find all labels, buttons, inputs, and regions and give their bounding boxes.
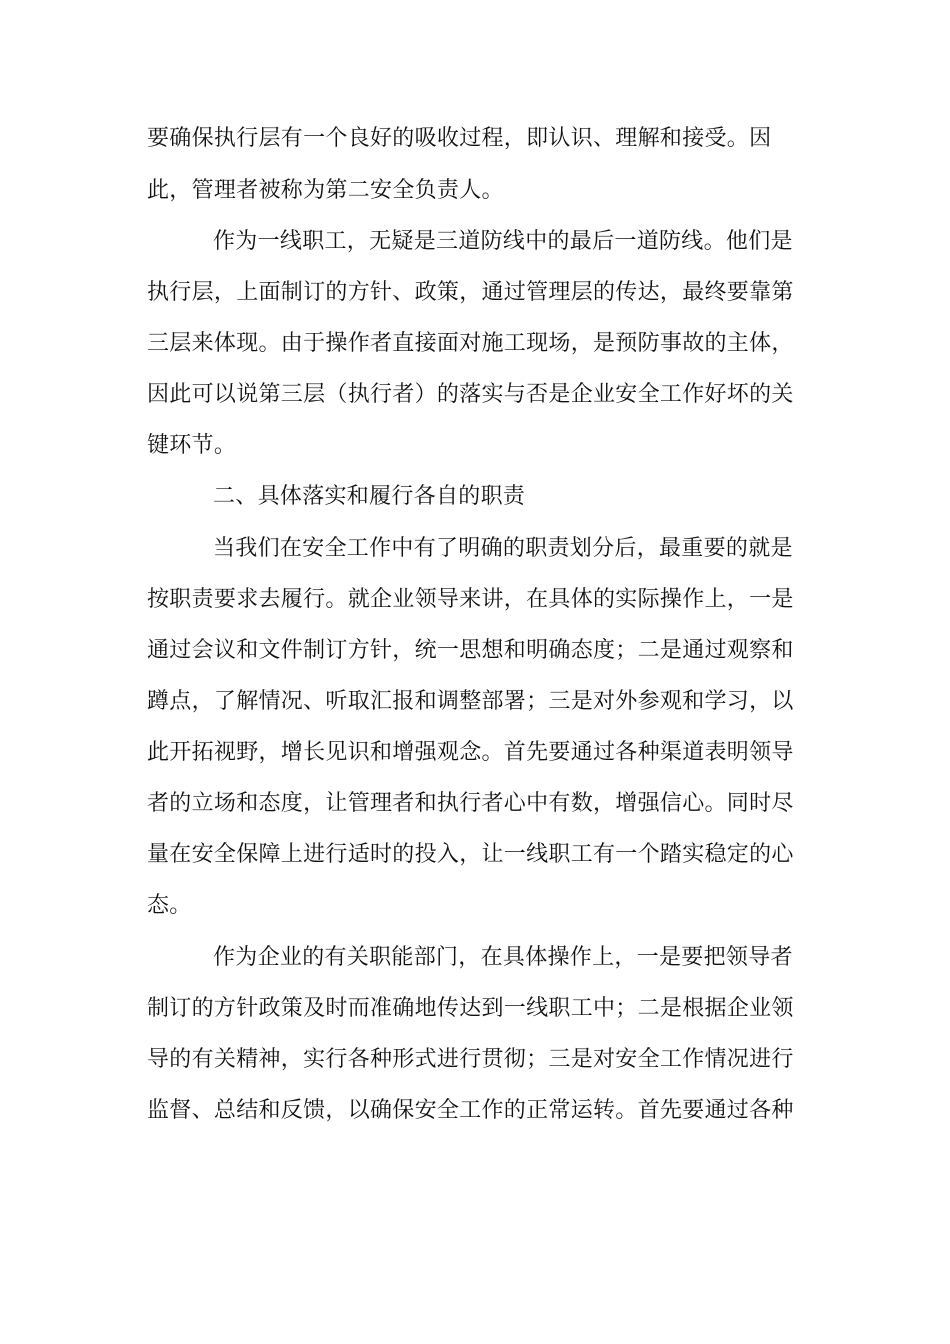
paragraph-line: 要确保执行层有一个良好的吸收过程，即认识、理解和接受。因 xyxy=(147,126,772,151)
paragraph-line: 此，管理者被称为第二安全负责人。 xyxy=(147,178,504,203)
paragraph-line: 此开拓视野，增长见识和增强观念。首先要通过各种渠道表明领导 xyxy=(147,740,794,765)
paragraph-line: 制订的方针政策及时而准确地传达到一线职工中；二是根据企业领 xyxy=(147,996,794,1021)
paragraph-first-line: 作为企业的有关职能部门，在具体操作上，一是要把领导者 xyxy=(213,945,793,970)
section-heading: 二、具体落实和履行各自的职责 xyxy=(213,484,526,509)
paragraph-line: 者的立场和态度，让管理者和执行者心中有数，增强信心。同时尽 xyxy=(147,791,794,816)
paragraph-line: 三层来体现。由于操作者直接面对施工现场，是预防事故的主体， xyxy=(147,331,794,356)
paragraph-first-line: 当我们在安全工作中有了明确的职责划分后，最重要的就是 xyxy=(213,536,793,561)
paragraph-line: 执行层，上面制订的方针、政策，通过管理层的传达，最终要靠第 xyxy=(147,280,794,305)
paragraph-first-line: 作为一线职工，无疑是三道防线中的最后一道防线。他们是 xyxy=(213,229,793,254)
paragraph-line: 监督、总结和反馈，以确保安全工作的正常运转。首先要通过各种 xyxy=(147,1098,794,1123)
paragraph-line: 键环节。 xyxy=(147,433,237,458)
paragraph-line: 导的有关精神，实行各种形式进行贯彻；三是对安全工作情况进行 xyxy=(147,1047,794,1072)
paragraph-line: 量在安全保障上进行适时的投入，让一线职工有一个踏实稳定的心 xyxy=(147,842,794,867)
paragraph-line: 按职责要求去履行。就企业领导来讲，在具体的实际操作上，一是 xyxy=(147,587,794,612)
paragraph-line: 通过会议和文件制订方针，统一思想和明确态度；二是通过观察和 xyxy=(147,638,794,663)
paragraph-line: 态。 xyxy=(147,893,192,918)
paragraph-line: 因此可以说第三层（执行者）的落实与否是企业安全工作好坏的关 xyxy=(147,382,794,407)
paragraph-line: 蹲点，了解情况、听取汇报和调整部署；三是对外参观和学习，以 xyxy=(147,689,794,714)
